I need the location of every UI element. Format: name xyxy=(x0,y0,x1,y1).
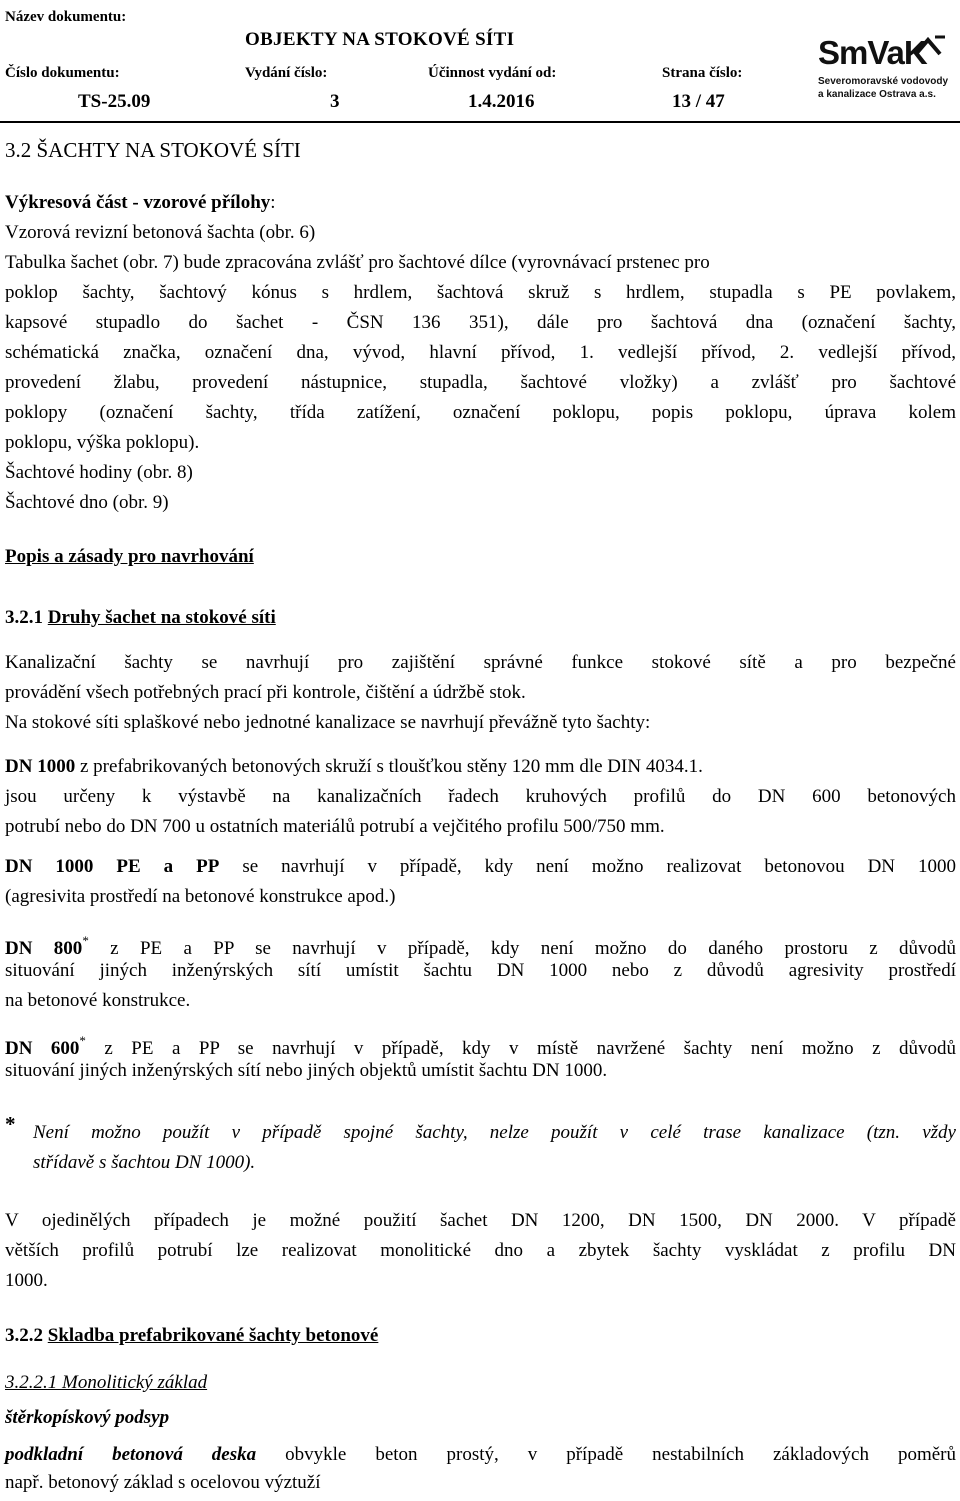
drawings-label: Výkresová část - vzorové přílohy xyxy=(5,192,271,213)
paragraph-line: větších profilů potrubí lze realizovat monolitické dno a zbytek šachty vyskládat z profilu DN xyxy=(5,1240,956,1261)
drawings-heading xyxy=(5,188,956,218)
drawing-line: Šachtové hodiny (obr. 8) xyxy=(5,462,193,483)
dn800-label: DN 800 xyxy=(5,938,83,959)
logo-brand: SmVaK xyxy=(818,34,927,71)
drawing-line: Vzorová revizní betonová šachta (obr. 6) xyxy=(5,222,316,243)
footnote-line: střídavě s šachtou DN 1000). xyxy=(33,1152,256,1173)
paragraph-line: na betonové konstrukce. xyxy=(5,990,191,1011)
doc-number: TS-25.09 xyxy=(78,91,151,112)
logo-line1: Severomoravské vodovody xyxy=(818,76,949,87)
effective-date: 1.4.2016 xyxy=(468,91,535,112)
paragraph-line: situování jiných inženýrských sítí umístit šachtu DN 1000 nebo z důvodů agresivity prostředí xyxy=(5,960,956,981)
drawings-colon: : xyxy=(270,192,276,213)
logo-line2: a kanalizace Ostrava a.s. xyxy=(818,89,936,100)
slab-text: obvykle beton prostý, v případě nestabilních základových poměrů xyxy=(256,1444,956,1465)
dn1000-text: z prefabrikovaných betonových skruží s tloušťkou stěny 120 mm dle DIN 4034.1. xyxy=(75,756,703,777)
dn1000pe-text: se navrhují v případě, kdy není možno realizovat betonovou DN 1000 xyxy=(219,856,956,877)
paragraph-line: kapsové stupadlo do šachet - ČSN 136 351), dále pro šachtová dna (označení šachty, xyxy=(5,312,956,333)
doc-name-label: Název dokumentu: xyxy=(5,9,127,25)
design-heading: Popis a zásady pro navrhování xyxy=(5,546,254,567)
dn600-mark: * xyxy=(79,1033,86,1048)
paragraph-line: např. betonový základ s ocelovou výztuží xyxy=(5,1472,321,1493)
paragraph-line: jsou určeny k výstavbě na kanalizačních řadech kruhových profilů do DN 600 betonových xyxy=(5,786,956,807)
paragraph-line: schématická značka, označení dna, vývod, hlavní přívod, 1. vedlejší přívod, 2. vedlejší přívod, xyxy=(5,342,956,363)
paragraph-line: Na stokové síti splaškové nebo jednotné kanalizace se navrhují převážně tyto šachty: xyxy=(5,712,651,733)
paragraph-line: (agresivita prostředí na betonové konstrukce apod.) xyxy=(5,886,396,907)
dn600-label: DN 600 xyxy=(5,1038,80,1059)
drawing-line: Šachtové dno (obr. 9) xyxy=(5,492,169,513)
paragraph-line: V ojedinělých případech je možné použití šachet DN 1200, DN 1500, DN 2000. V případě xyxy=(5,1210,956,1231)
subsubsection-heading: 3.2.2.1 Monolitický základ xyxy=(5,1372,208,1393)
edition-label: Vydání číslo: xyxy=(245,65,328,81)
paragraph-line: Kanalizační šachty se navrhují pro zajištění správné funkce stokové sítě a pro bezpečné xyxy=(5,652,956,673)
doc-title: OBJEKTY NA STOKOVÉ SÍTI xyxy=(245,29,515,50)
paragraph-line: situování jiných inženýrských sítí nebo jiných objektů umístit šachtu DN 1000. xyxy=(5,1060,608,1081)
slab-line xyxy=(5,1440,956,1470)
dn1000-line xyxy=(5,752,956,782)
paragraph-line: poklop šachty, šachtový kónus s hrdlem, šachtová skruž s hrdlem, stupadla s PE povlakem, xyxy=(5,282,956,303)
subsection-title: Druhy šachet na stokové síti xyxy=(47,607,276,628)
footnote-line: Není možno použít v případě spojné šachty, nelze použít v celé trase kanalizace (tzn. vždy xyxy=(33,1122,956,1143)
subsection-title: Skladba prefabrikované šachty betonové xyxy=(47,1325,379,1346)
dn1000pe-line xyxy=(5,852,956,882)
subsection-number: 3.2.1 xyxy=(5,607,48,628)
document-header xyxy=(0,0,960,122)
subsection-heading xyxy=(5,603,956,633)
paragraph-line: provedení žlabu, provedení nástupnice, stupadla, šachtové vložky) a zvlášť pro šachtové xyxy=(5,372,956,393)
dn600-text: z PE a PP se navrhují v případě, kdy v místě navržené šachty není možno z důvodů xyxy=(85,1038,956,1059)
edition-number: 3 xyxy=(330,91,340,112)
paragraph-line: Tabulka šachet (obr. 7) bude zpracována zvlášť pro šachtové dílce (vyrovnávací prstenec pro xyxy=(5,252,710,273)
dn1000pe-label: DN 1000 PE a PP xyxy=(5,856,220,877)
gravel-layer: štěrkopískový podsyp xyxy=(5,1407,170,1428)
subsection-heading xyxy=(5,1321,956,1351)
paragraph-line: poklopu, výška poklopu). xyxy=(5,432,200,453)
paragraph-line: provádění všech potřebných prací při kontrole, čištění a údržbě stok. xyxy=(5,682,526,703)
subsection-number: 3.2.2 xyxy=(5,1325,48,1346)
page-number: 13 / 47 xyxy=(672,91,725,112)
footnote-mark: * xyxy=(5,1112,16,1136)
page-label: Strana číslo: xyxy=(662,65,743,81)
section-title: 3.2 ŠACHTY NA STOKOVÉ SÍTI xyxy=(5,138,301,162)
dn800-text: z PE a PP se navrhují v případě, kdy není možno do daného prostoru z důvodů xyxy=(88,938,956,959)
header-divider xyxy=(0,121,960,123)
paragraph-line: poklopy (označení šachty, třída zatížení, označení poklopu, popis poklopu, úprava kolem xyxy=(5,402,956,423)
doc-number-label: Číslo dokumentu: xyxy=(5,65,120,81)
paragraph-line: 1000. xyxy=(5,1270,48,1291)
dn1000-label: DN 1000 xyxy=(5,756,76,777)
slab-label: podkladní betonová deska xyxy=(5,1444,257,1465)
effective-label: Účinnost vydání od: xyxy=(428,65,557,81)
paragraph-line: potrubí nebo do DN 700 u ostatních materiálů potrubí a vejčitého profilu 500/750 mm. xyxy=(5,816,665,837)
dn800-mark: * xyxy=(82,933,89,948)
company-logo xyxy=(812,34,960,110)
